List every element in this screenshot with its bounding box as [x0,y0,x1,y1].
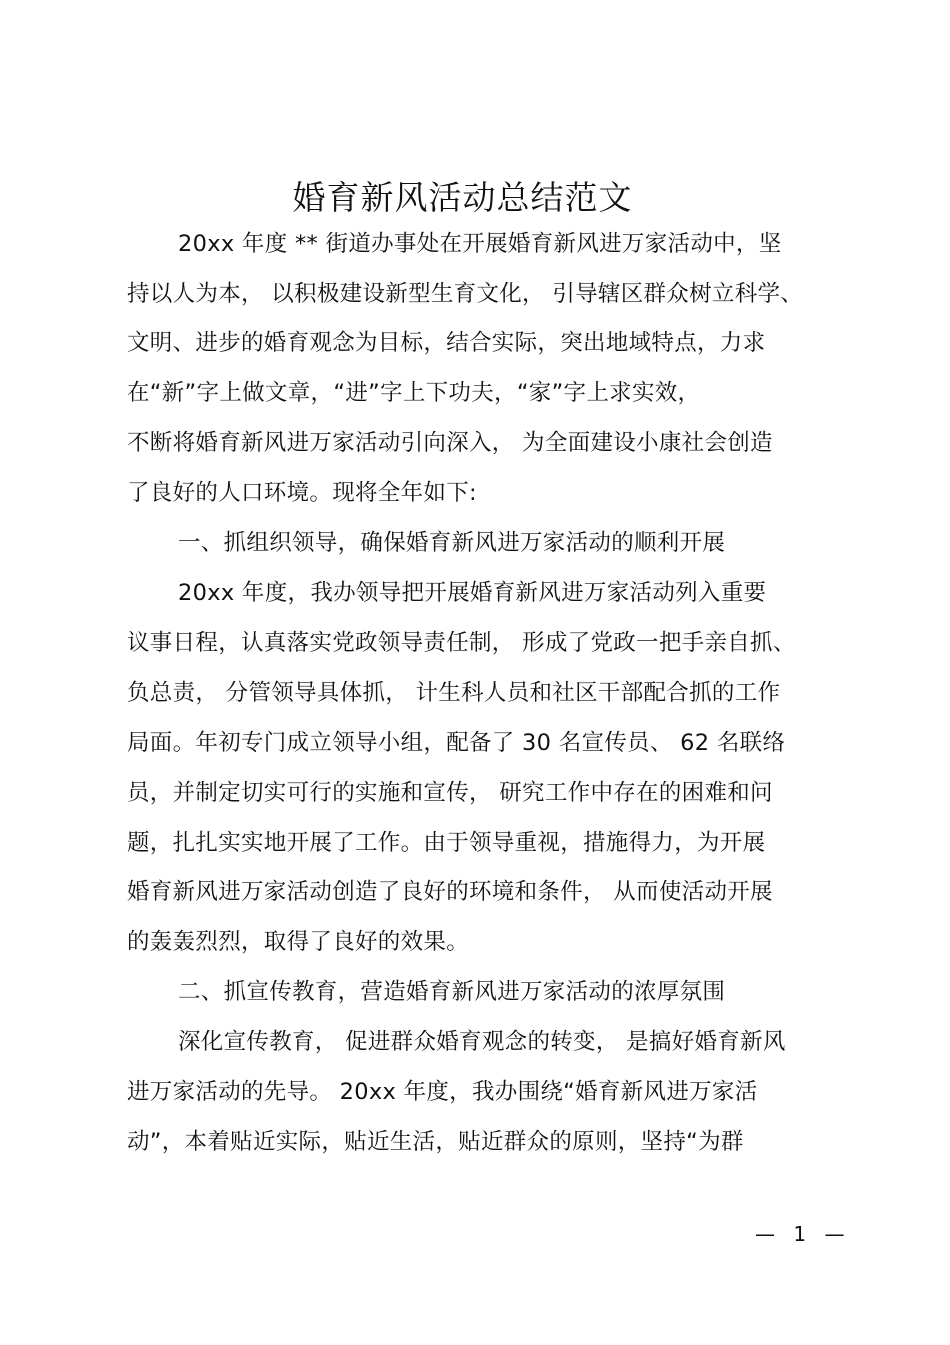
body-line-9: 议事日程，认真落实党政领导责任制， 形成了党政一把手亲自抓、 [127,630,796,656]
body-line-19: 动”，本着贴近实际，贴近生活，贴近群众的原则，坚持“为群 [127,1129,744,1155]
section-heading-1: 一、抓组织领导，确保婚育新风进万家活动的顺利开展 [178,530,726,556]
body-line-12: 员，并制定切实可行的实施和宣传， 研究工作中存在的困难和问 [127,780,773,806]
body-line-15: 的轰轰烈烈，取得了良好的效果。 [127,929,470,955]
body-line-13: 题，扎扎实实地开展了工作。由于领导重视，措施得力，为开展 [127,830,766,856]
body-line-18: 进万家活动的先导。 20xx 年度，我办围绕“婚育新风进万家活 [127,1079,758,1105]
document-title: 婚育新风活动总结范文 [292,178,633,217]
body-line-11: 局面。年初专门成立领导小组，配备了 30 名宣传员、 62 名联络 [127,730,786,756]
section-heading-2: 二、抓宣传教育，营造婚育新风进万家活动的浓厚氛围 [178,979,726,1005]
body-line-6: 了良好的人口环境。现将全年如下: [127,480,477,506]
page-number: — 1 — [755,1222,851,1246]
body-line-4: 在“新”字上做文章，“进”字上下功夫，“家”字上求实效， [127,380,701,406]
body-line-8: 20xx 年度，我办领导把开展婚育新风进万家活动列入重要 [178,580,767,606]
body-line-10: 负总责， 分管领导具体抓， 计生科人员和社区干部配合抓的工作 [127,680,781,706]
body-line-5: 不断将婚育新风进万家活动引向深入， 为全面建设小康社会创造 [127,430,773,456]
body-line-14: 婚育新风进万家活动创造了良好的环境和条件， 从而使活动开展 [127,879,773,905]
body-line-1: 20xx 年度 ** 街道办事处在开展婚育新风进万家活动中，坚 [178,231,782,257]
body-line-3: 文明、进步的婚育观念为目标，结合实际，突出地域特点，力求 [127,330,766,356]
body-line-17: 深化宣传教育， 促进群众婚育观念的转变， 是搞好婚育新风 [178,1029,786,1055]
body-line-2: 持以人为本， 以积极建设新型生育文化， 引导辖区群众树立科学、 [127,281,804,307]
